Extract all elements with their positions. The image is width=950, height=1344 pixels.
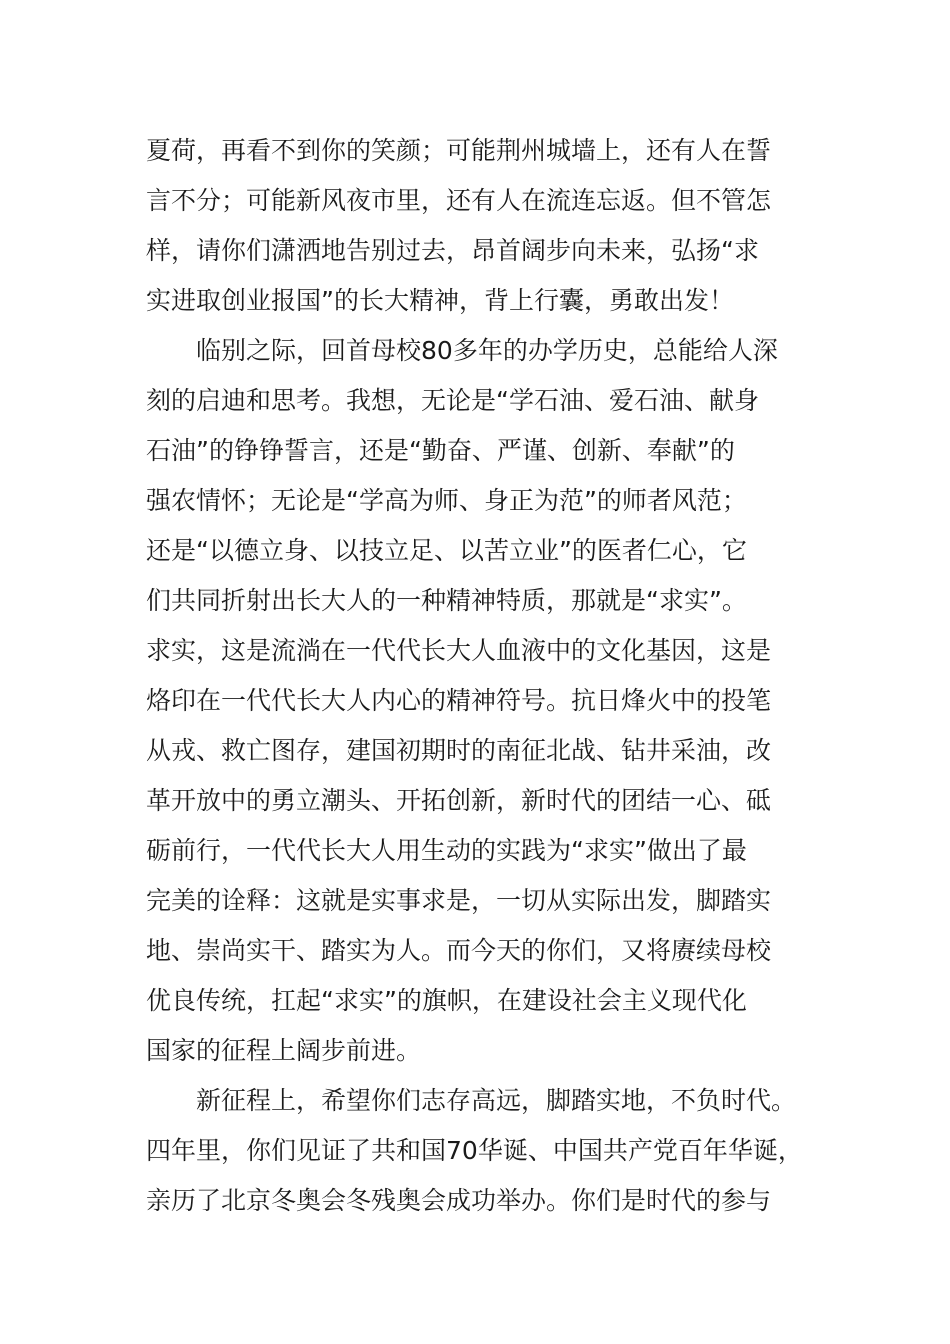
text-line-22: 亲历了北京冬奥会冬残奥会成功举办。你们是时代的参与: [146, 1186, 772, 1215]
text-line-6: 刻的启迪和思考。我想，无论是“学石油、爱石油、献身: [146, 386, 759, 415]
text-line-1: 夏荷，再看不到你的笑颜；可能荆州城墙上，还有人在誓: [146, 136, 772, 165]
text-line-12: 烙印在一代代长大人内心的精神符号。抗日烽火中的投笔: [146, 686, 772, 715]
text-line-8: 强农情怀；无论是“学高为师、身正为范”的师者风范；: [146, 486, 747, 515]
text-line-9: 还是“以德立身、以技立足、以苦立业”的医者仁心，它: [146, 536, 747, 565]
text-line-7: 石油”的铮铮誓言，还是“勤奋、严谨、创新、奉献”的: [146, 436, 735, 465]
text-line-17: 地、崇尚实干、踏实为人。而今天的你们，又将赓续母校: [146, 936, 772, 965]
text-line-13: 从戎、救亡图存，建国初期时的南征北战、钻井采油，改: [146, 736, 772, 765]
text-line-10: 们共同折射出长大人的一种精神特质，那就是“求实”。: [146, 586, 747, 615]
body-text: [146, 126, 828, 1226]
text-line-5: 临别之际，回首母校80多年的办学历史，总能给人深: [146, 336, 778, 365]
text-line-21: 四年里，你们见证了共和国70华诞、中国共产党百年华诞，: [146, 1136, 803, 1165]
text-line-14: 革开放中的勇立潮头、开拓创新，新时代的团结一心、砥: [146, 786, 772, 815]
text-line-3: 样，请你们潇洒地告别过去，昂首阔步向未来，弘扬“求: [146, 236, 759, 265]
text-line-4: 实进取创业报国”的长大精神，背上行囊，勇敢出发！: [146, 286, 734, 315]
text-line-19: 国家的征程上阔步前进。: [146, 1036, 422, 1065]
text-line-18: 优良传统，扛起“求实”的旗帜，在建设社会主义现代化: [146, 986, 747, 1015]
text-line-20: 新征程上，希望你们志存高远，脚踏实地，不负时代。: [146, 1086, 797, 1115]
text-line-11: 求实，这是流淌在一代代长大人血液中的文化基因，这是: [146, 636, 772, 665]
text-line-16: 完美的诠释：这就是实事求是，一切从实际出发，脚踏实: [146, 886, 772, 915]
text-line-2: 言不分；可能新风夜市里，还有人在流连忘返。但不管怎: [146, 186, 772, 215]
text-line-15: 砺前行，一代代长大人用生动的实践为“求实”做出了最: [146, 836, 747, 865]
